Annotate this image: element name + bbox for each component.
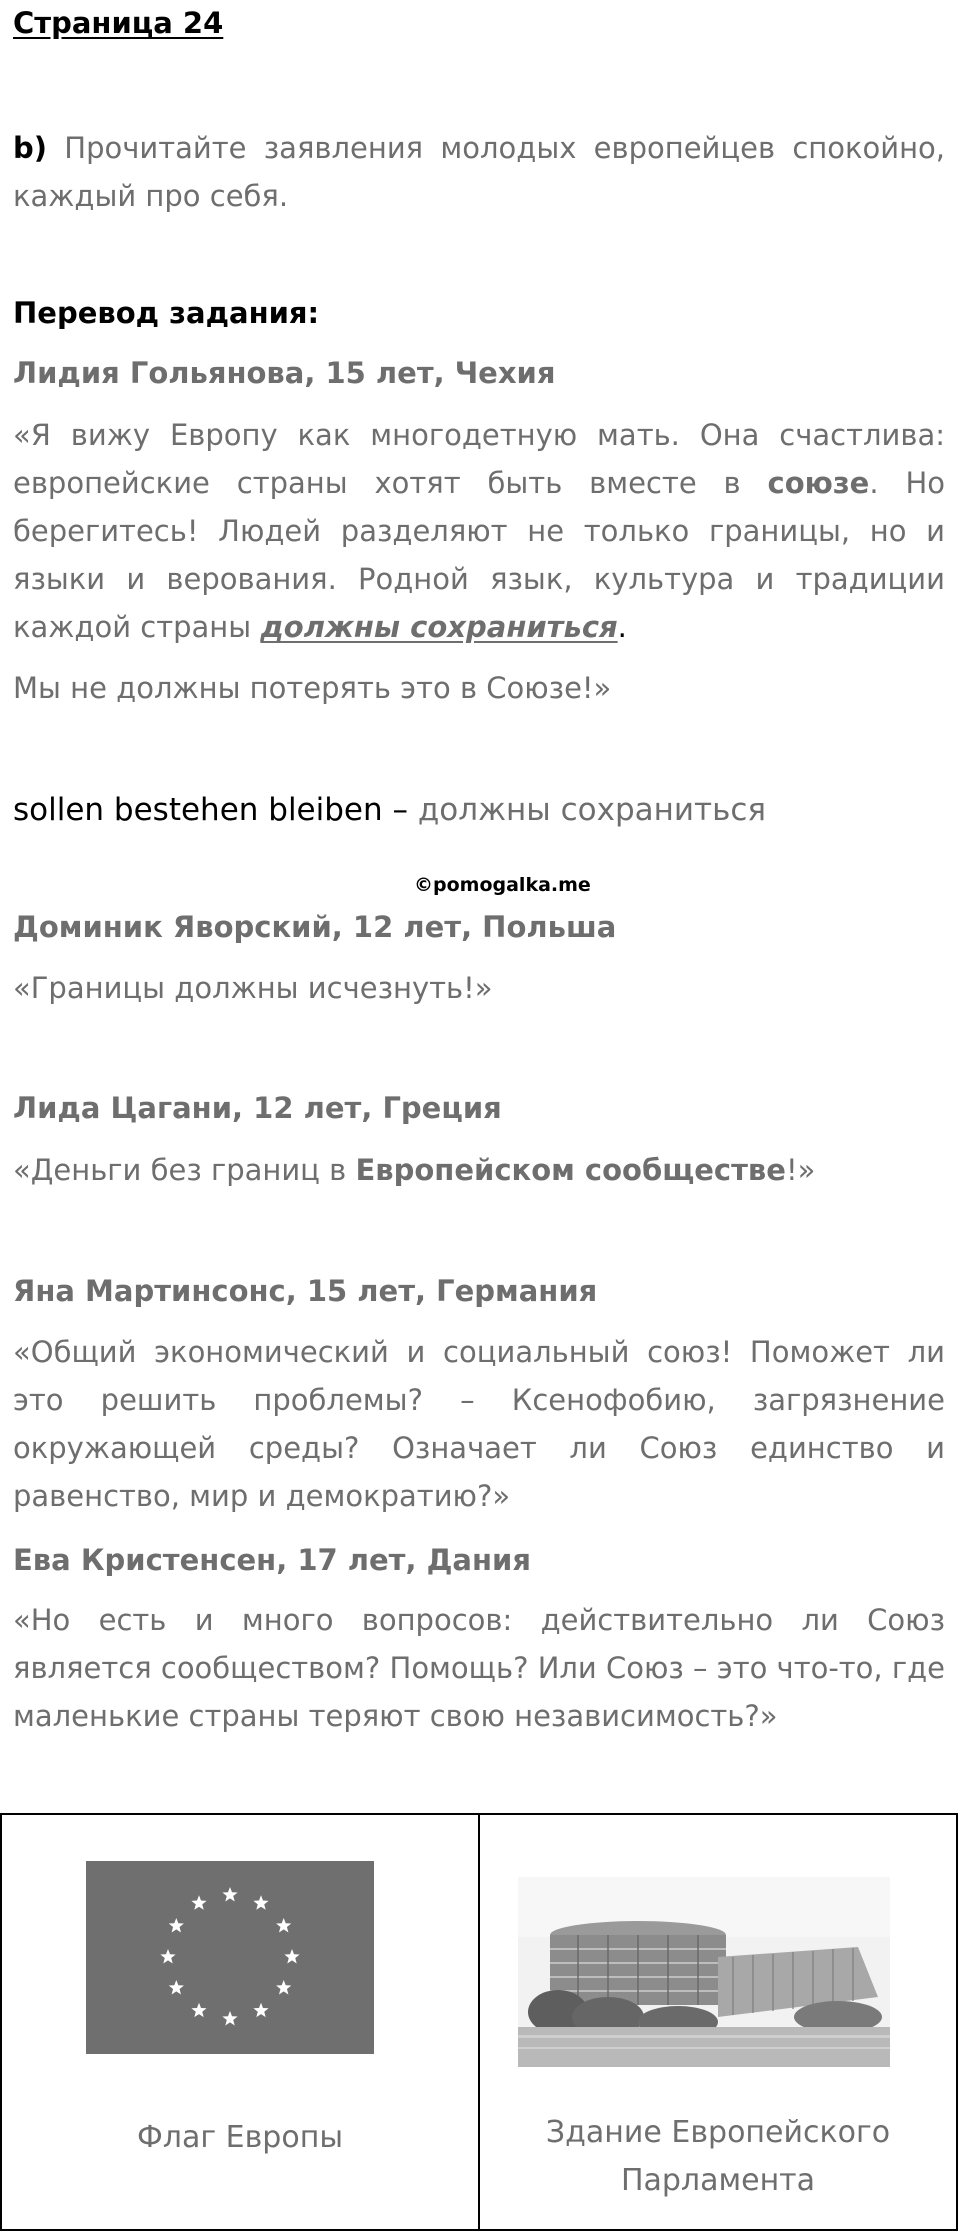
statement-bold: союзе [767, 466, 870, 500]
image-table [0, 1813, 958, 2231]
parliament-caption-line2: Парламента [620, 2163, 816, 2198]
statement-underlined: должны сохраниться [260, 610, 618, 644]
vocabulary-dash: – [382, 792, 418, 828]
statement-bold: Европейском сообществе [355, 1153, 786, 1187]
statement-author: Доминик Яворский, 12 лет, Польша [13, 910, 617, 944]
watermark: ©pomogalka.me [414, 874, 591, 896]
statement-author: Лида Цагани, 12 лет, Греция [13, 1091, 502, 1125]
flag-cell [1, 1814, 479, 2230]
statement-text-part: «Деньги без границ в [13, 1153, 356, 1187]
statement-text-part: «Я вижу Европу как многодетную мать. Она счастлива: европейские страны хотят быть вместе в [13, 418, 945, 500]
vocabulary-russian: должны сохраниться [417, 792, 767, 828]
statement-author: Лидия Гольянова, 15 лет, Чехия [13, 356, 556, 390]
vocabulary-german: sollen bestehen bleiben [13, 792, 383, 828]
task-label: b) [13, 131, 48, 165]
statement-author: Яна Мартинсонс, 15 лет, Германия [13, 1274, 598, 1308]
statement-text-continued: Мы не должны потерять это в Союзе!» [13, 671, 612, 705]
statement-text: «Но есть и много вопросов: действительно ли Союз является сообществом? Помощь? Или Союз – это что-то, где маленькие страны теряют свою независимость?» [13, 1603, 945, 1733]
translation-heading: Перевод задания: [13, 296, 320, 330]
task-text: Прочитайте заявления молодых европейцев спокойно, каждый про себя. [13, 131, 946, 213]
parliament-caption-line1: Здание Европейского [545, 2115, 891, 2150]
statement-text-part: !» [785, 1153, 816, 1187]
parliament-cell [479, 1814, 957, 2230]
task-instruction [13, 124, 945, 220]
page-header: Страница 24 [13, 6, 224, 40]
statement-text-part: . [617, 610, 627, 644]
statement-text [13, 411, 945, 651]
parliament-building-icon [518, 1877, 890, 2067]
vocabulary-entry [13, 786, 766, 834]
statement-text: «Границы должны исчезнуть!» [13, 971, 493, 1005]
statement-text [13, 1146, 945, 1194]
statement-text-part: . Но берегитесь! Людей разделяют не только границы, но и языки и верования. Родной язык, культура и традиции каждой страны [13, 466, 945, 644]
eu-flag-stars-icon [86, 1861, 374, 2054]
eu-flag-image [86, 1861, 374, 2054]
statement-text: «Общий экономический и социальный союз! Поможет ли это решить проблемы? – Ксенофобию, загрязнение окружающей среды? Означает ли Союз единство и равенство, мир и демократию?» [13, 1335, 945, 1513]
parliament-building-image [518, 1877, 890, 2067]
flag-caption: Флаг Европы [136, 2120, 343, 2155]
statement-author: Ева Кристенсен, 17 лет, Дания [13, 1543, 531, 1577]
